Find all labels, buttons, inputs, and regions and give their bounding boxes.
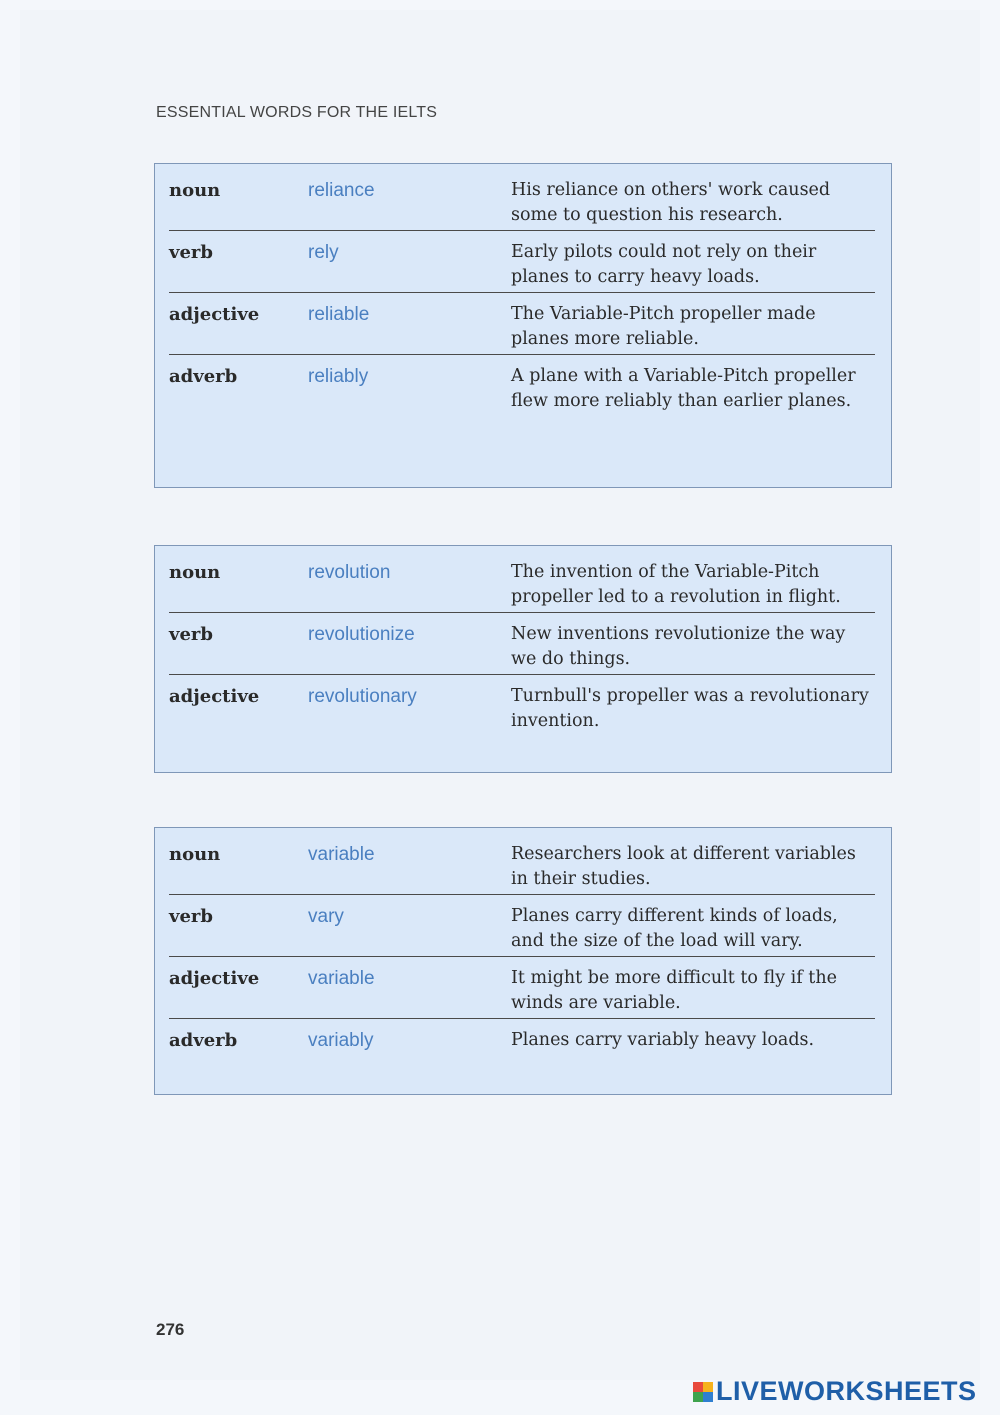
word-form: revolutionize [308,624,415,645]
part-of-speech: verb [169,242,213,263]
table-row [169,618,875,675]
part-of-speech: adverb [169,366,238,387]
word-form: rely [308,242,339,263]
part-of-speech: adjective [169,968,260,989]
word-form: variable [308,844,375,865]
word-family-table-3 [154,827,892,1095]
example-sentence: Planes carry variably heavy loads. [511,1030,815,1050]
word-family-table-1 [154,163,892,488]
word-form: reliable [308,304,370,325]
word-form: revolution [308,562,391,583]
example-sentence: His reliance on others' work caused some to question his research. [511,180,831,225]
word-form: revolutionary [308,686,417,707]
example-sentence: The invention of the Variable-Pitch propeller led to a revolution in flight. [511,562,841,607]
part-of-speech: noun [169,844,221,865]
word-family-table-2 [154,545,892,773]
part-of-speech: adjective [169,686,260,707]
page-number: 276 [156,1320,185,1339]
table-row [169,360,875,416]
part-of-speech: verb [169,906,213,927]
word-form: vary [308,906,344,927]
example-sentence: New inventions revolutionize the way we do things. [511,624,846,669]
part-of-speech: verb [169,624,213,645]
logo-text: LIVEWORKSHEETS [716,1376,977,1406]
example-sentence: Turnbull's propeller was a revolutionary invention. [511,686,869,731]
example-sentence: Early pilots could not rely on their planes to carry heavy loads. [511,242,817,287]
part-of-speech: adjective [169,304,260,325]
word-form: variable [308,968,375,989]
table-row [169,962,875,1019]
word-form: variably [308,1030,374,1051]
example-sentence: The Variable-Pitch propeller made planes more reliable. [511,304,816,349]
table-row [169,838,875,895]
liveworksheets-logo-icon [693,1382,713,1402]
example-sentence: Researchers look at different variables in their studies. [511,844,856,889]
liveworksheets-logo[interactable] [693,1376,977,1407]
part-of-speech: noun [169,180,221,201]
table-row [169,236,875,293]
page-header: ESSENTIAL WORDS FOR THE IELTS [156,104,438,121]
part-of-speech: noun [169,562,221,583]
example-sentence: It might be more difficult to fly if the winds are variable. [511,968,837,1013]
table-row [169,298,875,355]
table-row [169,174,875,231]
table-row [169,680,875,736]
example-sentence: Planes carry different kinds of loads, and the size of the load will vary. [511,906,838,951]
example-sentence: A plane with a Variable-Pitch propeller flew more reliably than earlier planes. [511,366,856,411]
word-form: reliably [308,366,369,387]
word-form: reliance [308,180,375,201]
table-row [169,1024,875,1055]
table-row [169,556,875,613]
table-row [169,900,875,957]
part-of-speech: adverb [169,1030,238,1051]
